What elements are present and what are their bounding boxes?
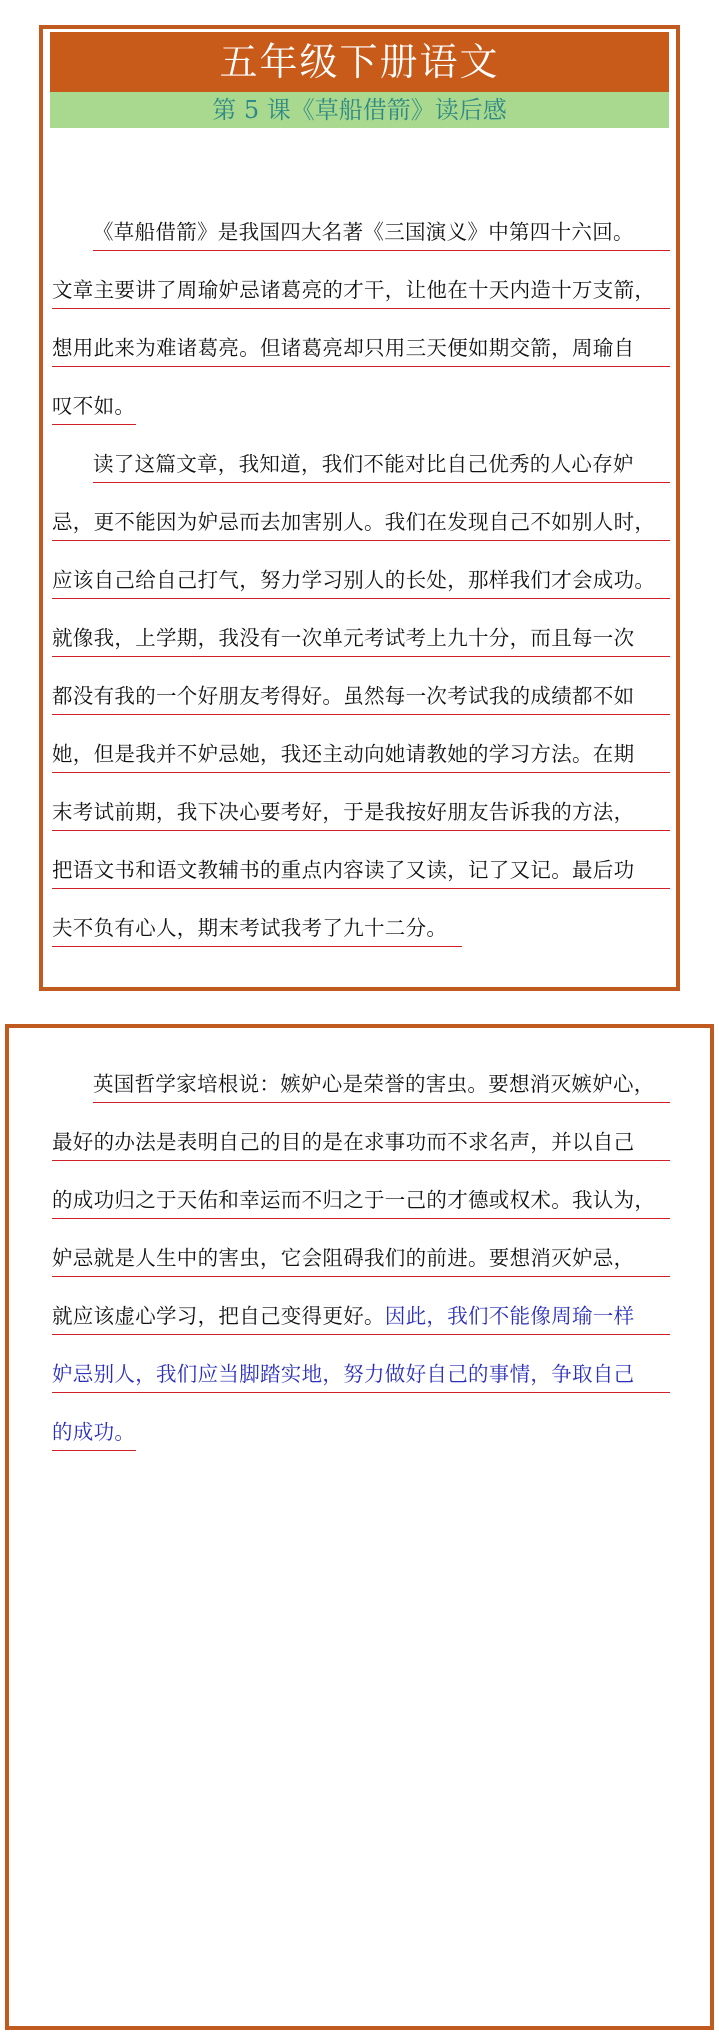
line-text: 想用此来为难诸葛亮。但诸葛亮却只用三天便如期交箭，周瑜自 [52,336,635,360]
highlighted-text: 的成功。 [52,1420,136,1444]
essay-part-one [52,212,670,966]
text-line [52,792,670,850]
text-line [52,1238,670,1296]
text-line [52,1296,670,1354]
red-underline [93,482,670,483]
page-title: 五年级下册语文 [50,32,669,92]
red-underline [52,1218,670,1219]
line-text: 《草船借箭》是我国四大名著《三国演义》中第四十六回。 [93,220,634,244]
red-underline [52,772,670,773]
line-text: 读了这篇文章，我知道，我们不能对比自己优秀的人心存妒 [93,452,634,476]
red-underline [52,424,136,425]
text-line [52,618,670,676]
red-underline [52,1334,670,1335]
line-text: 她，但是我并不妒忌她，我还主动向她请教她的学习方法。在期 [52,742,635,766]
red-underline [52,830,670,831]
text-line [52,676,670,734]
line-text: 叹不如。 [52,394,136,418]
line-text: 把语文书和语文教辅书的重点内容读了又读，记了又记。最后功 [52,858,635,882]
red-underline [52,308,670,309]
text-line [52,734,670,792]
line-text: 妒忌就是人生中的害虫，它会阻碍我们的前进。要想消灭妒忌， [52,1246,635,1270]
text-line [52,1180,670,1238]
red-underline [52,888,670,889]
line-text: 就像我，上学期，我没有一次单元考试考上九十分，而且每一次 [52,626,635,650]
line-text-mixed [52,1302,634,1330]
essay-part-two [52,1064,670,1470]
highlighted-text: 妒忌别人，我们应当脚踏实地，努力做好自己的事情，争取自己 [52,1362,635,1386]
line-text: 的成功归之于天佑和幸运而不归之于一己的才德或权术。我认为， [52,1188,656,1212]
red-underline [52,1392,670,1393]
red-underline [52,1450,136,1451]
text-line [52,850,670,908]
line-text: 应该自己给自己打气，努力学习别人的长处，那样我们才会成功。 [52,568,656,592]
text-line [52,560,670,618]
page-two [0,1000,719,2036]
line-text: 就应该虚心学习，把自己变得更好。 [52,1304,385,1328]
text-line [52,502,670,560]
text-line [52,1354,670,1412]
line-text: 都没有我的一个好朋友考得好。虽然每一次考试我的成绩都不如 [52,684,635,708]
line-text: 忌，更不能因为妒忌而去加害别人。我们在发现自己不如别人时， [52,510,656,534]
red-underline [52,598,670,599]
red-underline [93,1102,670,1103]
text-line [52,1412,670,1470]
red-underline [52,714,670,715]
red-underline [93,250,670,251]
text-line [52,212,670,270]
red-underline [52,1276,670,1277]
text-line [52,908,670,966]
text-line [52,1064,670,1122]
text-line [52,444,670,502]
text-line [52,1122,670,1180]
page-one [0,0,719,1000]
line-text: 英国哲学家培根说：嫉妒心是荣誉的害虫。要想消灭嫉妒心， [93,1072,655,1096]
text-line [52,328,670,386]
line-text: 最好的办法是表明自己的目的是在求事功而不求名声，并以自己 [52,1130,635,1154]
line-text: 末考试前期，我下决心要考好，于是我按好朋友告诉我的方法， [52,800,635,824]
text-line [52,386,670,444]
line-text: 夫不负有心人，期末考试我考了九十二分。 [52,916,448,940]
line-text: 文章主要讲了周瑜妒忌诸葛亮的才干，让他在十天内造十万支箭， [52,278,656,302]
text-line [52,270,670,328]
lesson-subtitle: 第 5 课《草船借箭》读后感 [50,92,669,128]
red-underline [52,946,462,947]
red-underline [52,656,670,657]
red-underline [52,540,670,541]
highlighted-text: 因此，我们不能像周瑜一样 [384,1304,635,1328]
red-underline [52,1160,670,1161]
red-underline [52,366,670,367]
